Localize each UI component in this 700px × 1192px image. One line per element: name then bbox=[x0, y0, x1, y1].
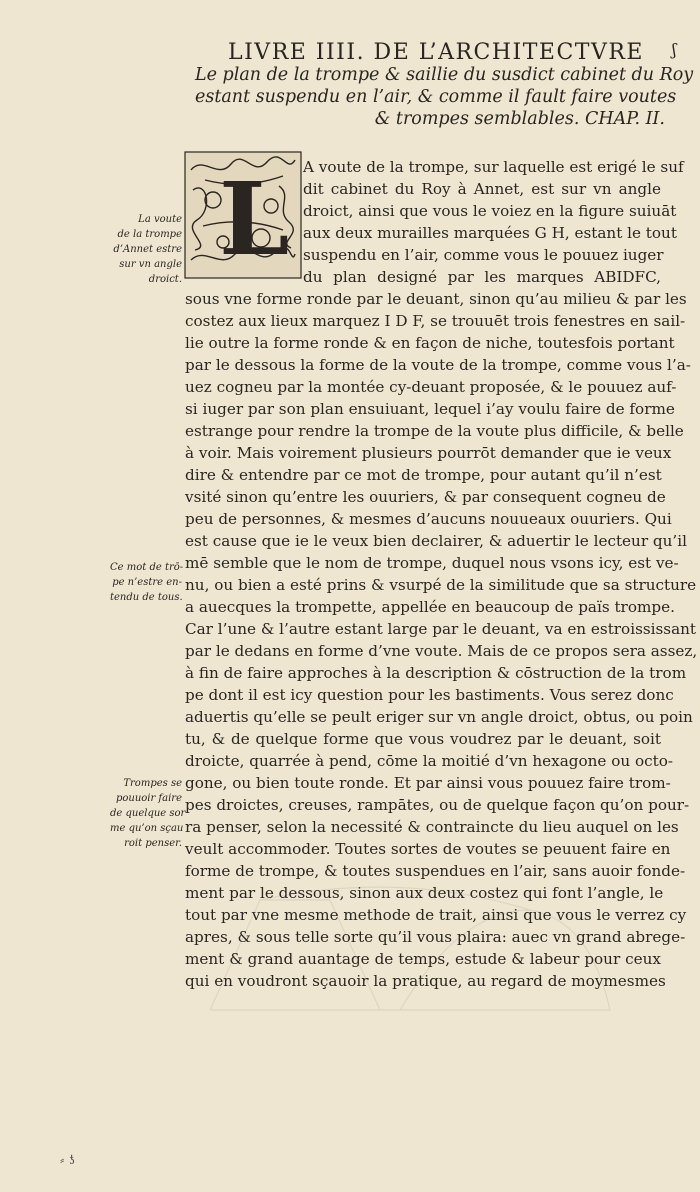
body-line: tout par vne mesme methode de trait, ainsi que vous le verrez cy bbox=[185, 906, 687, 924]
body-line: peu de personnes, & mesmes d’aucuns nouueaux ouuriers. Qui bbox=[185, 510, 672, 528]
folio-mark: ʃ bbox=[672, 40, 677, 59]
chapter-title-line: & trompes semblables. CHAP. II. bbox=[374, 109, 665, 129]
margin-note-line: roit penser. bbox=[124, 838, 182, 849]
body-line: dit cabinet du Roy à Annet, est sur vn angle bbox=[303, 180, 661, 198]
body-line: A voute de la trompe, sur laquelle est erigé le suf bbox=[303, 158, 684, 176]
body-line: apres, & sous telle sorte qu’il vous plaira: auec vn grand abrege- bbox=[185, 928, 686, 946]
body-line: par le dedans en forme d’vne voute. Mais de ce propos sera assez, bbox=[185, 642, 698, 660]
body-line: Car l’une & l’autre estant large par le deuant, va en estroississant bbox=[185, 620, 697, 638]
body-line: suspendu en l’air, comme vous le pouuez iuger bbox=[303, 246, 664, 264]
margin-note-line: pe n’estre en- bbox=[112, 577, 182, 588]
body-line: droict, ainsi que vous le voiez en la figure suiuāt bbox=[303, 202, 677, 220]
body-line: veult accommoder. Toutes sortes de voutes se peuuent faire en bbox=[185, 840, 671, 858]
margin-note-line: de la trompe bbox=[117, 229, 182, 240]
body-line: gone, ou bien toute ronde. Et par ainsi vous pouuez faire trom- bbox=[185, 774, 671, 792]
body-line: aduertis qu’elle se peult eriger sur vn angle droict, obtus, ou poin bbox=[185, 708, 693, 726]
body-line: si iuger par son plan ensuiuant, lequel i’ay voulu faire de forme bbox=[185, 400, 675, 418]
margin-note bbox=[110, 776, 186, 851]
chapter-title-line: estant suspendu en l’air, & comme il fault faire voutes bbox=[195, 87, 677, 107]
margin-note-line: d’Annet estre bbox=[113, 244, 182, 255]
body-line: vsité sinon qu’entre les ouuriers, & par consequent cogneu de bbox=[185, 488, 666, 506]
initial-letter: L bbox=[219, 160, 290, 278]
body-line: estrange pour rendre la trompe de la voute plus difficile, & belle bbox=[185, 422, 684, 440]
margin-note bbox=[110, 560, 182, 605]
body-line: qui en voudront sçauoir la pratique, au regard de moymesmes bbox=[185, 972, 666, 990]
body-line: sous vne forme ronde par le deuant, sinon qu’au milieu & par les bbox=[185, 290, 687, 308]
running-head: LIVRE IIII. DE L’ARCHITECTVRE bbox=[228, 40, 644, 65]
body-text bbox=[185, 156, 698, 992]
body-line: a auecques la trompette, appellée en beaucoup de païs trompe. bbox=[185, 598, 675, 616]
chapter-title bbox=[195, 64, 694, 130]
body-line: uez cogneu par la montée cy-deuant proposée, & le pouuez auf- bbox=[185, 378, 677, 396]
margin-note-line: me qu’on sçau bbox=[110, 823, 184, 834]
margin-note-line: tendu de tous. bbox=[110, 592, 183, 603]
body-line: dire & entendre par ce mot de trompe, pour autant qu’il n’est bbox=[185, 466, 662, 484]
body-line: pe dont il est icy question pour les bastiments. Vous serez donc bbox=[185, 686, 674, 704]
body-line: du plan designé par les marques ABIDFC, bbox=[303, 268, 661, 286]
margin-note bbox=[110, 212, 182, 287]
body-line: ra penser, selon la necessité & contraincte du lieu auquel on les bbox=[185, 818, 679, 836]
body-line: lie outre la forme ronde & en façon de niche, toutesfois portant bbox=[185, 334, 675, 352]
body-line: tu, & de quelque forme que vous voudrez par le deuant, soit bbox=[185, 730, 661, 748]
margin-note-line: Trompes se bbox=[123, 778, 182, 789]
body-line: est cause que ie le veux bien declairer, & aduertir le lecteur qu’il bbox=[185, 532, 687, 550]
body-line: mē semble que le nom de trompe, duquel nous vsons icy, est ve- bbox=[185, 554, 679, 572]
margin-note-line: droict. bbox=[148, 274, 182, 285]
body-line: à voir. Mais voirement plusieurs pourrōt demander que ie veux bbox=[185, 444, 672, 462]
chapter-title-line: Le plan de la trompe & saillie du susdict cabinet du Roy bbox=[195, 65, 694, 85]
body-line: costez aux lieux marquez I D F, se trouuēt trois fenestres en sail- bbox=[185, 312, 686, 330]
body-line: nu, ou bien a esté prins & vsurpé de la similitude que sa structure bbox=[185, 576, 697, 594]
margin-note-line: pouuoir faire bbox=[115, 793, 182, 804]
body-line: aux deux murailles marquées G H, estant le tout bbox=[303, 224, 677, 242]
margin-note-line: La voute bbox=[138, 214, 182, 225]
margin-note-line: sur vn angle bbox=[119, 259, 182, 270]
margin-note-line: de quelque sor bbox=[110, 808, 186, 819]
body-line: droicte, quarrée à pend, cōme la moitié d’vn hexagone ou octo- bbox=[185, 752, 674, 770]
body-line: ment & grand auantage de temps, estude & labeur pour ceux bbox=[185, 950, 661, 968]
body-line: à fin de faire approches à la description & cōstruction de la trom bbox=[185, 664, 687, 682]
body-line: ment par le dessous, sinon aux deux costez qui font l’angle, le bbox=[185, 884, 664, 902]
body-line: par le dessous la forme de la voute de la trompe, comme vous l’a- bbox=[185, 356, 691, 374]
body-line: pes droictes, creuses, rampātes, ou de quelque façon qu’on pour- bbox=[185, 796, 690, 814]
corner-mark: ⸗ ƾ bbox=[60, 1153, 76, 1168]
show-through-figure-icon bbox=[200, 880, 620, 1020]
body-line: forme de trompe, & toutes suspendues en l’air, sans auoir fonde- bbox=[185, 862, 686, 880]
margin-note-line: Ce mot de trō- bbox=[110, 562, 184, 573]
